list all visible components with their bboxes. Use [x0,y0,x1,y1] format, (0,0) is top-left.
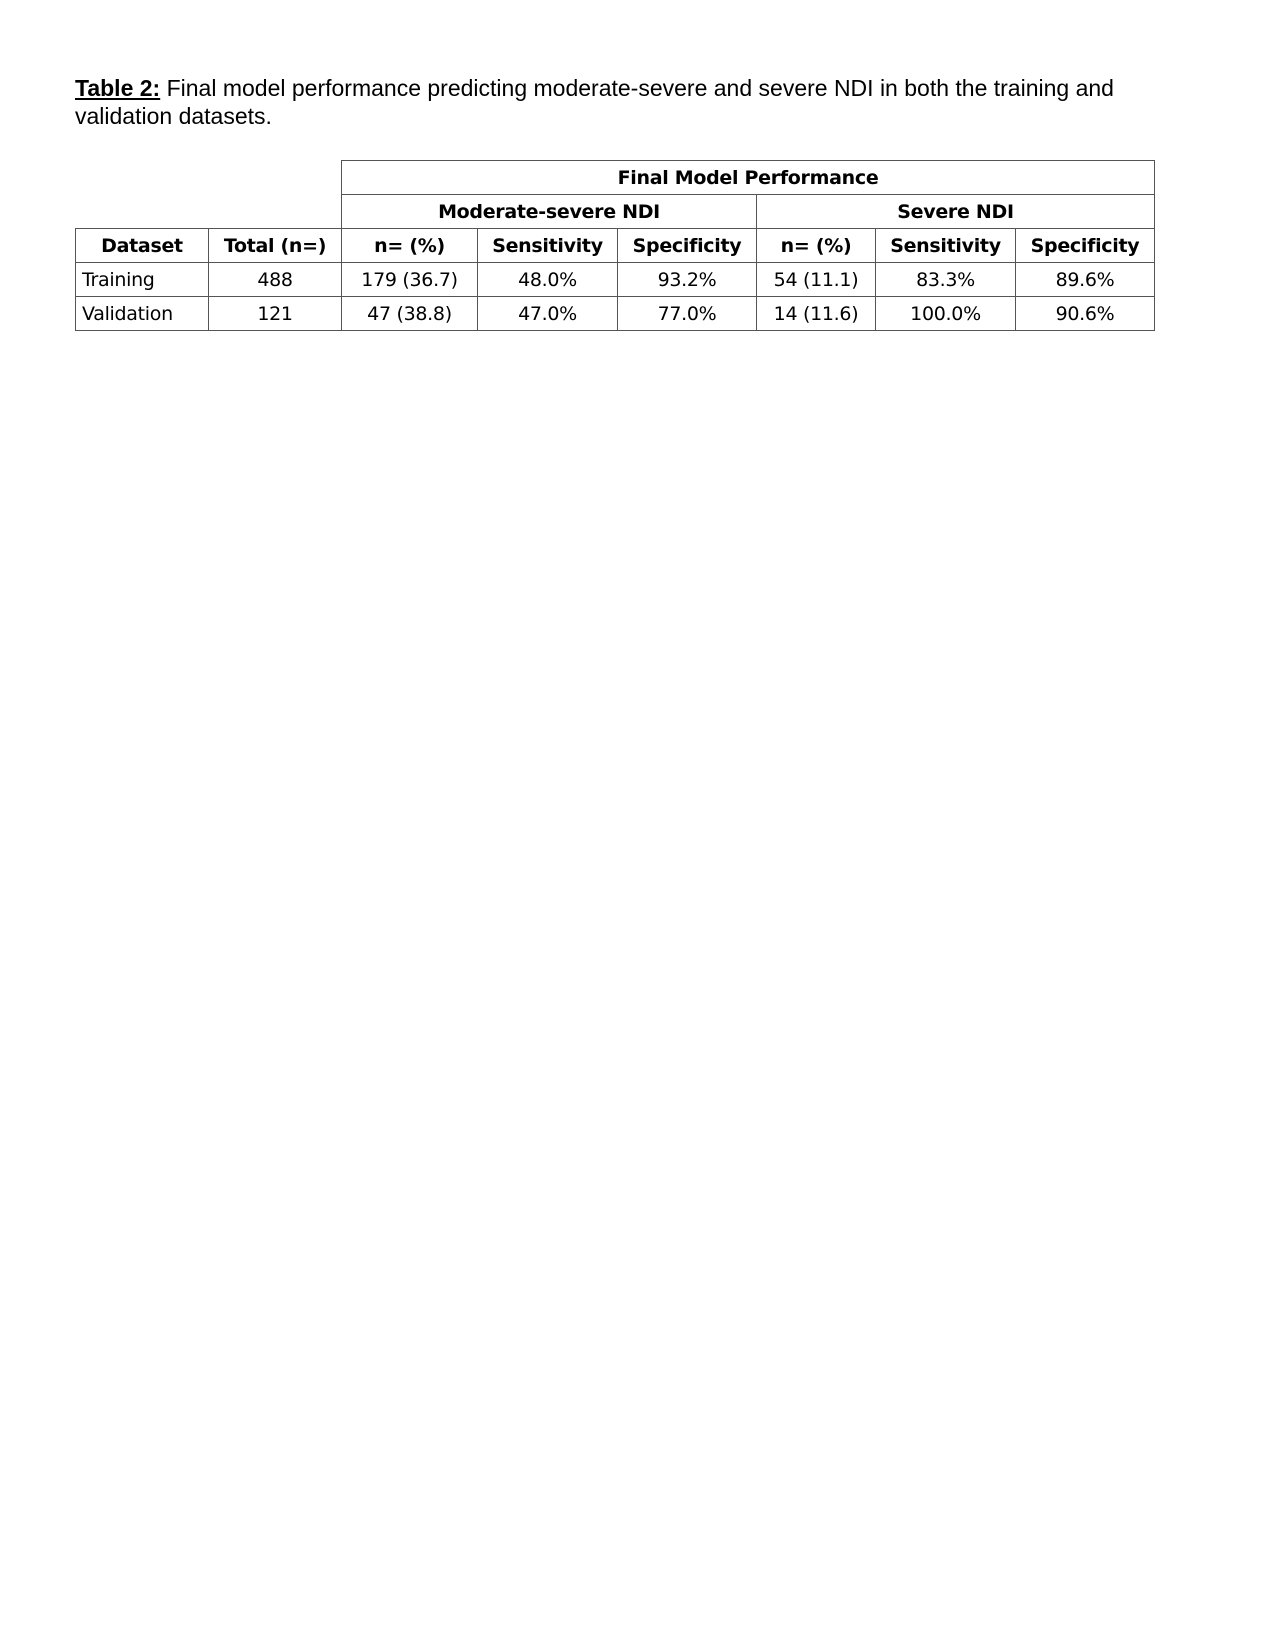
col-header-sev-specificity: Specificity [1016,229,1155,263]
cell-sev-n: 14 (11.6) [757,297,876,331]
blank-corner [76,161,342,195]
cell-mod-sensitivity: 48.0% [478,263,618,297]
cell-dataset: Validation [76,297,209,331]
cell-dataset: Training [76,263,209,297]
group-header-moderate-severe: Moderate-severe NDI [342,195,757,229]
col-header-dataset: Dataset [76,229,209,263]
col-header-mod-sensitivity: Sensitivity [478,229,618,263]
col-header-mod-n: n= (%) [342,229,478,263]
cell-mod-n: 179 (36.7) [342,263,478,297]
cell-sev-n: 54 (11.1) [757,263,876,297]
col-header-total: Total (n=) [209,229,342,263]
table-row [76,263,1155,297]
table-row [76,297,1155,331]
cell-mod-specificity: 77.0% [618,297,757,331]
col-header-sev-n: n= (%) [757,229,876,263]
cell-mod-sensitivity: 47.0% [478,297,618,331]
cell-mod-n: 47 (38.8) [342,297,478,331]
group-header-row [76,195,1155,229]
cell-sev-specificity: 90.6% [1016,297,1155,331]
super-header-row [76,161,1155,195]
cell-sev-specificity: 89.6% [1016,263,1155,297]
super-header: Final Model Performance [342,161,1155,195]
col-header-mod-specificity: Specificity [618,229,757,263]
caption-text: Final model performance predicting moderate-severe and severe NDI in both the training and validation datasets. [75,75,1114,129]
cell-sev-sensitivity: 100.0% [876,297,1016,331]
caption-label: Table 2: [75,75,161,101]
cell-total: 121 [209,297,342,331]
performance-table [75,160,1155,331]
cell-total: 488 [209,263,342,297]
cell-mod-specificity: 93.2% [618,263,757,297]
group-header-severe: Severe NDI [757,195,1155,229]
blank-corner-2 [76,195,342,229]
col-header-sev-sensitivity: Sensitivity [876,229,1016,263]
column-header-row [76,229,1155,263]
table-caption [75,74,1195,130]
cell-sev-sensitivity: 83.3% [876,263,1016,297]
